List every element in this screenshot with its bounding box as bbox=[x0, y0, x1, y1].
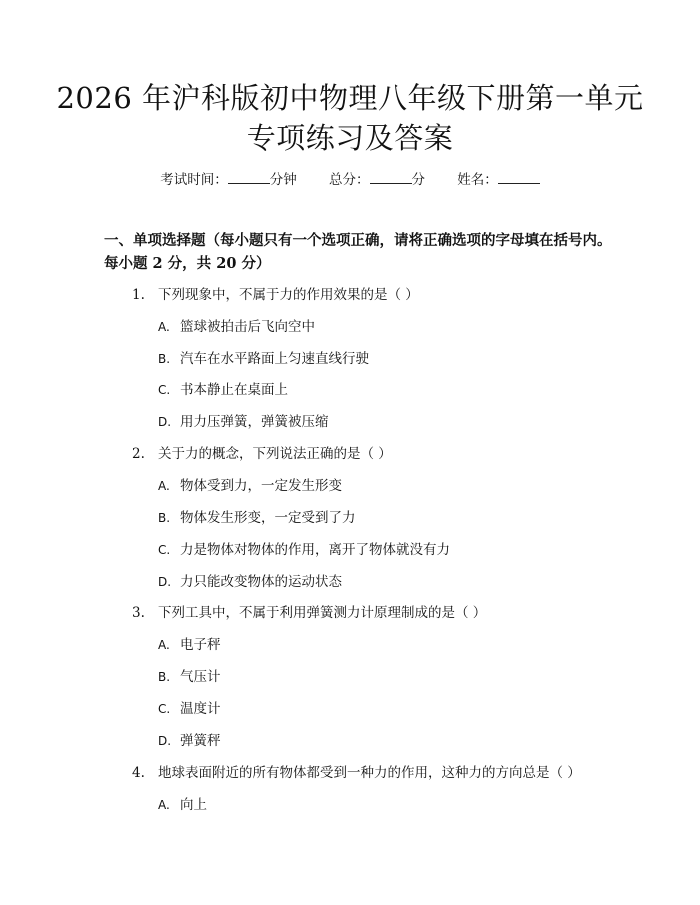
exam-meta-line bbox=[0, 168, 700, 188]
question-number: 1. bbox=[132, 287, 145, 303]
option-letter: A. bbox=[158, 638, 170, 652]
name-label: 姓名： bbox=[457, 172, 498, 188]
option-text: 温度计 bbox=[180, 701, 221, 717]
option-text: 力只能改变物体的运动状态 bbox=[180, 574, 342, 590]
q2-option-b bbox=[158, 506, 356, 526]
option-letter: A. bbox=[158, 320, 170, 334]
option-text: 物体受到力，一定发生形变 bbox=[180, 478, 342, 494]
q3-option-d bbox=[158, 729, 221, 749]
score-unit: 分 bbox=[411, 172, 425, 188]
time-blank bbox=[228, 171, 270, 184]
option-letter: C. bbox=[158, 543, 171, 557]
option-letter: C. bbox=[158, 383, 171, 397]
q3-option-a bbox=[158, 633, 221, 653]
student-name bbox=[457, 172, 540, 188]
question-2 bbox=[132, 442, 392, 462]
option-text: 用力压弹簧，弹簧被压缩 bbox=[180, 414, 329, 430]
option-letter: B. bbox=[158, 670, 171, 684]
option-letter: A. bbox=[158, 798, 170, 812]
exam-time bbox=[160, 172, 297, 188]
option-letter: B. bbox=[158, 511, 171, 525]
q2-option-d bbox=[158, 570, 342, 590]
name-blank bbox=[498, 171, 540, 184]
question-text: 地球表面附近的所有物体都受到一种力的作用，这种力的方向总是（ ） bbox=[158, 765, 581, 781]
time-unit: 分钟 bbox=[269, 172, 297, 188]
q1-option-a bbox=[158, 315, 315, 335]
total-score bbox=[329, 172, 425, 188]
score-label: 总分： bbox=[329, 172, 370, 188]
q1-option-d bbox=[158, 410, 329, 430]
question-number: 2. bbox=[132, 446, 145, 462]
question-text: 关于力的概念，下列说法正确的是（ ） bbox=[158, 446, 392, 462]
q2-option-a bbox=[158, 474, 342, 494]
option-letter: D. bbox=[158, 415, 172, 429]
question-text: 下列工具中，不属于利用弹簧测力计原理制成的是（ ） bbox=[158, 605, 487, 621]
option-text: 向上 bbox=[180, 797, 207, 813]
question-text: 下列现象中，不属于力的作用效果的是（ ） bbox=[158, 287, 419, 303]
document-title bbox=[0, 78, 700, 158]
q4-option-a bbox=[158, 793, 207, 813]
question-3 bbox=[132, 601, 486, 621]
option-text: 汽车在水平路面上匀速直线行驶 bbox=[180, 351, 369, 367]
option-letter: B. bbox=[158, 352, 171, 366]
question-1 bbox=[132, 283, 419, 303]
option-text: 弹簧秤 bbox=[180, 733, 221, 749]
option-letter: C. bbox=[158, 702, 171, 716]
question-number: 3. bbox=[132, 605, 145, 621]
time-label: 考试时间： bbox=[160, 172, 228, 188]
option-text: 力是物体对物体的作用，离开了物体就没有力 bbox=[180, 542, 450, 558]
q1-option-b bbox=[158, 347, 369, 367]
q2-option-c bbox=[158, 538, 450, 558]
section-heading: 一、单项选择题（每小题只有一个选项正确，请将正确选项的字母填在括号内。每小题 2 分，共 20 分） bbox=[104, 232, 612, 272]
option-text: 篮球被拍击后飞向空中 bbox=[180, 319, 315, 335]
title-line-2: 专项练习及答案 bbox=[246, 121, 454, 155]
option-letter: D. bbox=[158, 575, 172, 589]
option-text: 电子秤 bbox=[180, 637, 221, 653]
score-blank bbox=[370, 171, 412, 184]
q3-option-c bbox=[158, 697, 221, 717]
option-letter: A. bbox=[158, 479, 170, 493]
question-number: 4. bbox=[132, 765, 145, 781]
option-text: 物体发生形变，一定受到了力 bbox=[180, 510, 356, 526]
option-text: 气压计 bbox=[180, 669, 221, 685]
question-4 bbox=[132, 761, 581, 781]
q1-option-c bbox=[158, 378, 288, 398]
q3-option-b bbox=[158, 665, 221, 685]
option-letter: D. bbox=[158, 734, 172, 748]
option-text: 书本静止在桌面上 bbox=[180, 382, 288, 398]
title-line-1: 2026 年沪科版初中物理八年级下册第一单元 bbox=[56, 81, 644, 115]
